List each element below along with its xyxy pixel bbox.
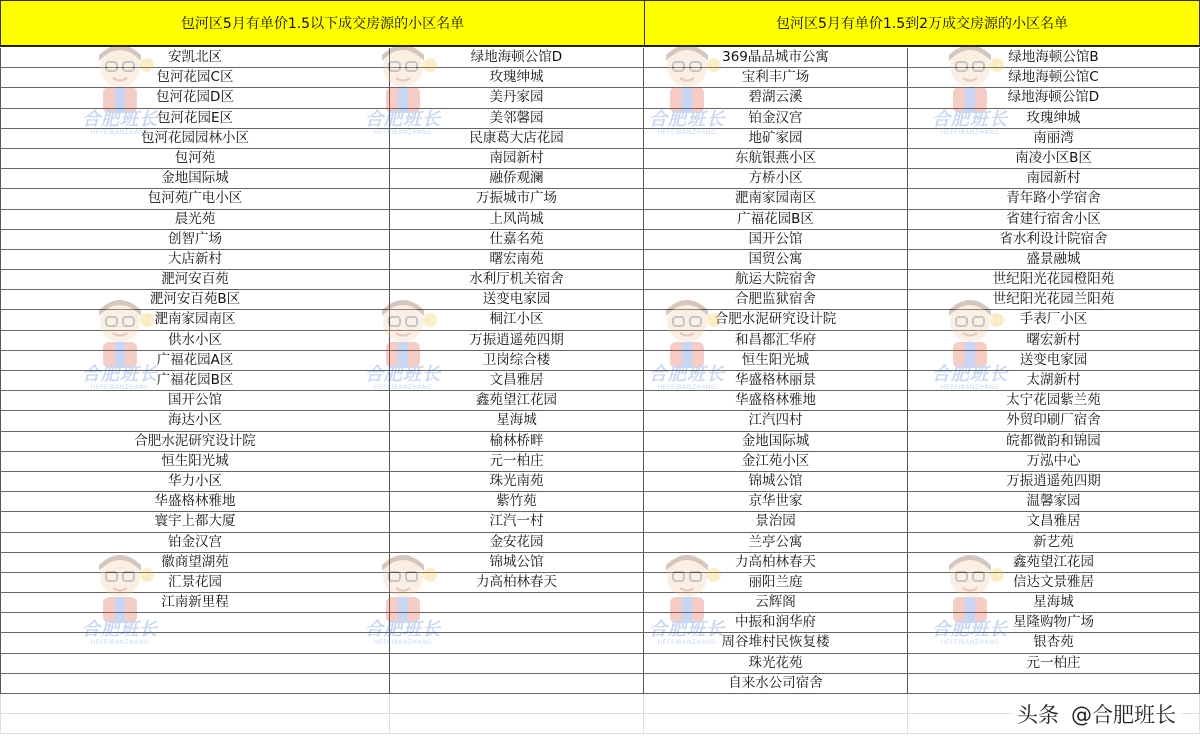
table-row [0, 88, 1200, 108]
table-cell[interactable]: 元一柏庄 [390, 452, 644, 472]
table-cell[interactable]: 供水小区 [0, 331, 390, 351]
table-cell[interactable]: 南园新村 [908, 169, 1200, 189]
table-row [0, 310, 1200, 330]
table-row [0, 169, 1200, 189]
table-cell[interactable] [0, 613, 390, 633]
table-cell[interactable]: 鑫苑望江花园 [908, 553, 1200, 573]
watermark-subtext: HEFEIBANZHANG [373, 129, 433, 136]
table-row [0, 411, 1200, 431]
table-cell[interactable]: 包河苑 [0, 149, 390, 169]
table-cell[interactable] [0, 654, 390, 674]
table-cell[interactable]: 寰宇上都大厦 [0, 512, 390, 532]
table-cell[interactable]: 美邻馨园 [390, 109, 644, 129]
table-cell[interactable]: 南丽湾 [908, 129, 1200, 149]
table-cell[interactable]: 融侨观澜 [390, 169, 644, 189]
table-cell[interactable]: 紫竹苑 [390, 492, 644, 512]
table-cell[interactable]: 太湖新村 [908, 371, 1200, 391]
table-cell[interactable]: 绿地海顿公馆B [908, 48, 1200, 68]
header-right: 包河区5月有单价1.5到2万成交房源的小区名单 [644, 1, 1200, 45]
table-cell[interactable]: 中振和润华府 [644, 613, 908, 633]
table-cell[interactable]: 恒生阳光城 [0, 452, 390, 472]
table-cell[interactable]: 广福花园A区 [0, 351, 390, 371]
table-cell[interactable]: 银杏苑 [908, 633, 1200, 653]
footer-account: @合肥班长 [1071, 703, 1176, 727]
table-cell[interactable]: 水利厅机关宿舍 [390, 270, 644, 290]
watermark-text: 合肥班长 [82, 109, 158, 130]
table-cell[interactable]: 青年路小学宿舍 [908, 189, 1200, 209]
table-row [0, 189, 1200, 209]
table-cell[interactable]: 元一柏庄 [908, 654, 1200, 674]
watermark-text: 合肥班长 [82, 619, 158, 640]
table-cell[interactable]: 宝利丰广场 [644, 68, 908, 88]
table-cell[interactable]: 铂金汉宫 [644, 109, 908, 129]
table-row [0, 674, 1200, 694]
table-cell[interactable]: 丽阳兰庭 [644, 573, 908, 593]
table-cell[interactable]: 绿地海顿公馆D [390, 48, 644, 68]
table-cell[interactable]: 省建行宿舍小区 [908, 210, 1200, 230]
table-cell[interactable]: 太宁花园紫兰苑 [908, 391, 1200, 411]
table-cell[interactable]: 万泓中心 [908, 452, 1200, 472]
table-cell[interactable]: 世纪阳光花园橙阳苑 [908, 270, 1200, 290]
table-row [0, 351, 1200, 371]
watermark-subtext: HEFEIBANZHANG [90, 384, 150, 391]
table-row [0, 149, 1200, 169]
table-cell[interactable]: 锦城公馆 [644, 472, 908, 492]
table-row [0, 109, 1200, 129]
table-row [0, 129, 1200, 149]
table-row [0, 371, 1200, 391]
table-cell[interactable]: 369晶品城市公寓 [644, 48, 908, 68]
table-row [0, 290, 1200, 310]
table-cell[interactable]: 创智广场 [0, 230, 390, 250]
table-row [0, 48, 1200, 68]
watermark-text: 合肥班长 [82, 364, 158, 385]
table-cell[interactable]: 方桥小区 [644, 169, 908, 189]
table-cell[interactable]: 徽商望湖苑 [0, 553, 390, 573]
table-cell[interactable]: 万振城市广场 [390, 189, 644, 209]
watermark-subtext: HEFEIBANZHANG [940, 639, 1000, 646]
header-row [0, 0, 1200, 47]
table-cell[interactable]: 淝河安百苑 [0, 270, 390, 290]
table-cell[interactable]: 桐江小区 [390, 310, 644, 330]
table-cell[interactable]: 绿地海顿公馆D [908, 88, 1200, 108]
table-cell[interactable]: 安凯北区 [0, 48, 390, 68]
table-row [0, 68, 1200, 88]
table-cell[interactable]: 珠光南苑 [390, 472, 644, 492]
watermark-text: 合肥班长 [932, 364, 1008, 385]
table-cell[interactable]: 万振逍遥苑四期 [908, 472, 1200, 492]
table-cell[interactable]: 华盛格林雅地 [0, 492, 390, 512]
table-row [0, 593, 1200, 613]
table-cell[interactable]: 和昌都汇华府 [644, 331, 908, 351]
table-cell[interactable]: 江汽四村 [644, 411, 908, 431]
table-cell[interactable]: 新艺苑 [908, 533, 1200, 553]
table-cell[interactable] [390, 633, 644, 653]
table-row [0, 613, 1200, 633]
table-cell[interactable]: 文昌雅居 [908, 512, 1200, 532]
watermark-text: 合肥班长 [649, 109, 725, 130]
table-cell[interactable] [644, 694, 908, 714]
table-cell[interactable]: 海达小区 [0, 411, 390, 431]
table-cell[interactable] [644, 714, 908, 734]
table-row [0, 533, 1200, 553]
table-cell[interactable]: 航运大院宿舍 [644, 270, 908, 290]
watermark-subtext: HEFEIBANZHANG [940, 129, 1000, 136]
table-cell[interactable] [390, 654, 644, 674]
table-row [0, 492, 1200, 512]
watermark-text: 合肥班长 [365, 109, 441, 130]
table-cell[interactable]: 曙宏新村 [908, 331, 1200, 351]
table-row [0, 250, 1200, 270]
table-cell[interactable]: 卫岗综合楼 [390, 351, 644, 371]
watermark-text: 合肥班长 [365, 364, 441, 385]
table-cell[interactable]: 包河花园D区 [0, 88, 390, 108]
table-cell[interactable]: 铂金汉宫 [0, 533, 390, 553]
table-body [0, 48, 1200, 734]
table-cell[interactable]: 包河花园园林小区 [0, 129, 390, 149]
table-cell[interactable] [390, 593, 644, 613]
table-cell[interactable]: 民康葛大店花园 [390, 129, 644, 149]
table-cell[interactable]: 包河花园E区 [0, 109, 390, 129]
table-row [0, 512, 1200, 532]
table-cell[interactable]: 合肥水泥研究设计院 [0, 432, 390, 452]
watermark-subtext: HEFEIBANZHANG [90, 639, 150, 646]
table-cell[interactable]: 碧湖云溪 [644, 88, 908, 108]
table-cell[interactable]: 广福花园B区 [0, 371, 390, 391]
table-cell[interactable]: 仕嘉名苑 [390, 230, 644, 250]
table-cell[interactable]: 金地国际城 [0, 169, 390, 189]
table-cell[interactable]: 京华世家 [644, 492, 908, 512]
table-cell[interactable]: 星隆购物广场 [908, 613, 1200, 633]
table-cell[interactable] [908, 674, 1200, 694]
table-cell[interactable]: 星海城 [390, 411, 644, 431]
table-cell[interactable]: 盛景融城 [908, 250, 1200, 270]
table-cell[interactable]: 信达文景雅居 [908, 573, 1200, 593]
table-row [0, 472, 1200, 492]
table-cell[interactable]: 金江苑小区 [644, 452, 908, 472]
table-cell[interactable]: 力高柏林春天 [644, 553, 908, 573]
table-cell[interactable] [390, 714, 644, 734]
table-cell[interactable]: 周谷堆村民恢复楼 [644, 633, 908, 653]
watermark-subtext: HEFEIBANZHANG [940, 384, 1000, 391]
table-cell[interactable] [390, 613, 644, 633]
table-cell[interactable]: 力高柏林春天 [390, 573, 644, 593]
table-cell[interactable]: 江汽一村 [390, 512, 644, 532]
table-cell[interactable] [390, 694, 644, 714]
table-cell[interactable] [0, 633, 390, 653]
table-cell[interactable]: 美丹家园 [390, 88, 644, 108]
table-cell[interactable]: 送变电家园 [908, 351, 1200, 371]
table-cell[interactable]: 华力小区 [0, 472, 390, 492]
table-cell[interactable]: 大店新村 [0, 250, 390, 270]
table-cell[interactable]: 珠光花苑 [644, 654, 908, 674]
table-cell[interactable]: 国开公馆 [644, 230, 908, 250]
table-cell[interactable]: 地矿家园 [644, 129, 908, 149]
table-cell[interactable]: 省水利设计院宿舍 [908, 230, 1200, 250]
table-cell[interactable]: 金安花园 [390, 533, 644, 553]
table-cell[interactable]: 兰亭公寓 [644, 533, 908, 553]
table-cell[interactable]: 榆林桥畔 [390, 432, 644, 452]
table-cell[interactable]: 金地国际城 [644, 432, 908, 452]
watermark-subtext: HEFEIBANZHANG [657, 384, 717, 391]
table-cell[interactable]: 合肥水泥研究设计院 [644, 310, 908, 330]
table-row [0, 432, 1200, 452]
table-cell[interactable]: 华盛格林丽景 [644, 371, 908, 391]
table-cell[interactable]: 锦城公馆 [390, 553, 644, 573]
table-cell[interactable] [390, 674, 644, 694]
watermark-text: 合肥班长 [932, 109, 1008, 130]
table-cell[interactable]: 外贸印刷厂宿舍 [908, 411, 1200, 431]
table-cell[interactable]: 云辉阁 [644, 593, 908, 613]
watermark-subtext: HEFEIBANZHANG [657, 129, 717, 136]
table-row [0, 452, 1200, 472]
header-left: 包河区5月有单价1.5以下成交房源的小区名单 [0, 1, 644, 45]
table-cell[interactable]: 晨光苑 [0, 210, 390, 230]
footer-platform: 头条 [1017, 703, 1059, 727]
table-cell[interactable]: 鑫苑望江花园 [390, 391, 644, 411]
table-cell[interactable]: 包河苑广电小区 [0, 189, 390, 209]
watermark-text: 合肥班长 [365, 619, 441, 640]
table-cell[interactable]: 皖都微韵和锦园 [908, 432, 1200, 452]
table-row [0, 230, 1200, 250]
table-cell[interactable]: 星海城 [908, 593, 1200, 613]
table-cell[interactable]: 东航银燕小区 [644, 149, 908, 169]
table-cell[interactable]: 文昌雅居 [390, 371, 644, 391]
watermark-subtext: HEFEIBANZHANG [373, 639, 433, 646]
watermark-subtext: HEFEIBANZHANG [373, 384, 433, 391]
table-cell[interactable]: 南凌小区B区 [908, 149, 1200, 169]
table-cell[interactable]: 恒生阳光城 [644, 351, 908, 371]
table-row [0, 633, 1200, 653]
table-cell[interactable]: 上风尚城 [390, 210, 644, 230]
watermark-text: 合肥班长 [649, 619, 725, 640]
table-cell[interactable]: 淝河安百苑B区 [0, 290, 390, 310]
table-cell[interactable]: 万振逍遥苑四期 [390, 331, 644, 351]
table-cell[interactable]: 温馨家园 [908, 492, 1200, 512]
table-cell[interactable] [0, 694, 390, 714]
watermark-text: 合肥班长 [932, 619, 1008, 640]
table-cell[interactable]: 包河花园C区 [0, 68, 390, 88]
table-cell[interactable]: 合肥监狱宿舍 [644, 290, 908, 310]
watermark-subtext: HEFEIBANZHANG [90, 129, 150, 136]
watermark-subtext: HEFEIBANZHANG [657, 639, 717, 646]
table-cell[interactable]: 世纪阳光花园兰阳苑 [908, 290, 1200, 310]
table-row [0, 553, 1200, 573]
table-cell[interactable]: 江南新里程 [0, 593, 390, 613]
table-cell[interactable]: 华盛格林雅地 [644, 391, 908, 411]
table-cell[interactable]: 玫瑰绅城 [908, 109, 1200, 129]
watermark-text: 合肥班长 [649, 364, 725, 385]
table-cell[interactable]: 送变电家园 [390, 290, 644, 310]
footer-credit [1011, 697, 1182, 731]
table-cell[interactable]: 国开公馆 [0, 391, 390, 411]
table-cell[interactable]: 淝南家园南区 [0, 310, 390, 330]
table-row [0, 210, 1200, 230]
table-cell[interactable]: 曙宏南苑 [390, 250, 644, 270]
table-cell[interactable]: 自来水公司宿舍 [644, 674, 908, 694]
table-cell[interactable]: 南园新村 [390, 149, 644, 169]
table-cell[interactable]: 国贸公寓 [644, 250, 908, 270]
table-row [0, 270, 1200, 290]
table-row [0, 391, 1200, 411]
table-row [0, 573, 1200, 593]
table-cell[interactable] [0, 674, 390, 694]
table-cell[interactable]: 手表厂小区 [908, 310, 1200, 330]
table-row [0, 331, 1200, 351]
table-cell[interactable]: 景治园 [644, 512, 908, 532]
table-row [0, 654, 1200, 674]
table-cell[interactable]: 绿地海顿公馆C [908, 68, 1200, 88]
table-cell[interactable] [0, 714, 390, 734]
table-cell[interactable]: 淝南家园南区 [644, 189, 908, 209]
table-cell[interactable]: 汇景花园 [0, 573, 390, 593]
table-cell[interactable]: 广福花园B区 [644, 210, 908, 230]
table-cell[interactable]: 玫瑰绅城 [390, 68, 644, 88]
